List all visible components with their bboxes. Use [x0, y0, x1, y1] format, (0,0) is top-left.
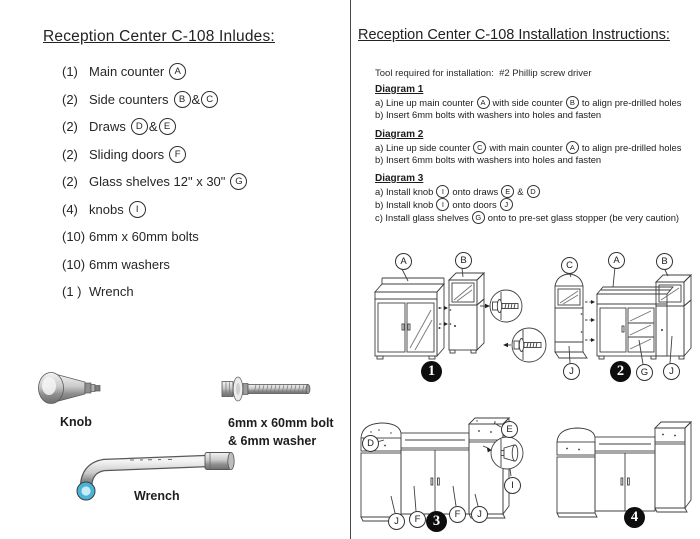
- diagram-4-number-badge: 4: [624, 507, 645, 528]
- step-text: to align pre-drilled holes: [581, 141, 682, 153]
- step-c: [375, 211, 695, 224]
- bolt-washer-photo: [220, 372, 316, 406]
- list-item: [62, 113, 342, 141]
- list-item: [62, 58, 342, 86]
- bolt-caption: [228, 414, 334, 450]
- part-letter-badge: E: [501, 185, 514, 198]
- diagram-1-label-a: A: [395, 253, 412, 270]
- part-letter-badge: B: [566, 96, 579, 109]
- item-qty: (4): [62, 201, 78, 217]
- diagram-3-label-f1: F: [409, 511, 426, 528]
- diagram-3-section: [375, 173, 695, 224]
- part-letter-badge: C: [473, 141, 486, 154]
- part-letter-badge: J: [500, 198, 513, 211]
- diagram-3-number-badge: 3: [426, 511, 447, 532]
- part-letter-badge: A: [477, 96, 490, 109]
- diagram-2-label-a: A: [608, 252, 625, 269]
- item-label: Sliding doors: [89, 146, 165, 162]
- diagram-3-label-d: D: [362, 435, 379, 452]
- item-label: Glass shelves 12" x 30": [89, 174, 226, 190]
- diagram-1-art: [375, 268, 546, 362]
- part-letter-badge: E: [159, 118, 176, 135]
- diagram-2-section: [375, 129, 695, 166]
- item-qty: (2): [62, 174, 78, 190]
- step-text: onto draws: [452, 185, 499, 197]
- step-text: a) Install knob: [375, 185, 434, 197]
- step-b: [375, 198, 695, 211]
- diagram-2-heading: Diagram 2: [375, 129, 424, 140]
- diagram-1-number-badge: 1: [421, 361, 442, 382]
- part-letter-badge: B: [174, 91, 191, 108]
- part-letter-badge: D: [131, 118, 148, 135]
- knob-caption: Knob: [60, 415, 92, 429]
- step-b: b) Insert 6mm bolts with washers into holes and fasten: [375, 154, 602, 165]
- item-label: knobs: [89, 201, 124, 217]
- diagram-2-art: [555, 267, 691, 364]
- diagram-3-label-f2: F: [449, 506, 466, 523]
- step-text: to align pre-drilled holes: [581, 96, 682, 108]
- part-letter-badge: I: [436, 198, 449, 211]
- diagram-2-label-j2: J: [663, 363, 680, 380]
- item-qty: (2): [62, 91, 78, 107]
- item-label: 6mm washers: [89, 256, 170, 272]
- item-qty: (2): [62, 146, 78, 162]
- tool-required-line: Tool required for installation: #2 Phillip screw driver: [375, 68, 592, 79]
- knob-photo: [36, 366, 108, 412]
- diagram-3-label-j1: J: [388, 513, 405, 530]
- diagrams-panel: [351, 244, 700, 539]
- diagram-1-section: [375, 84, 695, 121]
- part-letter-badge: A: [169, 63, 186, 80]
- diagram-line-art: [351, 244, 700, 539]
- diagram-3-heading: Diagram 3: [375, 173, 424, 184]
- step-a: [375, 141, 695, 154]
- ampersand: &: [148, 119, 158, 135]
- step-text: c) Install glass shelves: [375, 211, 469, 223]
- item-label: Draws: [89, 119, 126, 135]
- item-qty: (2): [62, 119, 78, 135]
- diagram-2-label-j1: J: [563, 363, 580, 380]
- item-qty: (10): [62, 256, 86, 272]
- wrench-caption: Wrench: [134, 489, 180, 503]
- step-b: b) Insert 6mm bolts with washers into holes and fasten: [375, 109, 602, 120]
- item-qty: (1 ): [62, 284, 82, 300]
- item-label: Wrench: [89, 284, 134, 300]
- part-letter-badge: A: [566, 141, 579, 154]
- list-item: [62, 251, 342, 279]
- diagram-1-label-b: B: [455, 252, 472, 269]
- list-item: [62, 168, 342, 196]
- step-a: [375, 185, 695, 198]
- diagram-3-label-j2: J: [471, 506, 488, 523]
- list-item: [62, 278, 342, 306]
- part-letter-badge: D: [527, 185, 540, 198]
- diagram-1-heading: Diagram 1: [375, 84, 424, 95]
- step-text: with main counter: [489, 141, 563, 153]
- item-label: 6mm x 60mm bolts: [89, 229, 199, 245]
- step-text: a) Line up main counter: [375, 96, 474, 108]
- item-qty: (1): [62, 64, 78, 80]
- step-a: [375, 96, 695, 109]
- item-label: Main counter: [89, 64, 165, 80]
- list-item: [62, 86, 342, 114]
- diagram-2-label-g: G: [636, 364, 653, 381]
- ampersand: &: [191, 91, 201, 107]
- step-text: b) Install knob: [375, 198, 434, 210]
- diagram-2-label-b: B: [656, 253, 673, 270]
- parts-list: [62, 58, 342, 306]
- list-item: [62, 196, 342, 224]
- includes-title: Reception Center C-108 Inludes:: [43, 28, 275, 45]
- part-letter-badge: I: [436, 185, 449, 198]
- step-text: onto doors: [452, 198, 497, 210]
- bolt-caption-line1: 6mm x 60mm bolt: [228, 416, 334, 430]
- step-text: onto to pre-set glass stopper (be very caution): [487, 211, 680, 223]
- diagram-4-art: [557, 422, 691, 517]
- diagram-2-label-c: C: [561, 257, 578, 274]
- diagram-3-label-i: I: [504, 477, 521, 494]
- step-text: &: [517, 185, 524, 197]
- diagram-2-number-badge: 2: [610, 361, 631, 382]
- list-item: [62, 223, 342, 251]
- list-item: [62, 141, 342, 169]
- step-text: a) Line up side counter: [375, 141, 471, 153]
- diagram-3-art: [361, 418, 523, 521]
- part-letter-badge: C: [201, 91, 218, 108]
- part-letter-badge: I: [129, 201, 146, 218]
- instructions-title: Reception Center C-108 Installation Instructions:: [358, 27, 670, 43]
- part-letter-badge: F: [169, 146, 186, 163]
- bolt-caption-line2: & 6mm washer: [228, 434, 317, 449]
- step-text: with side counter: [492, 96, 563, 108]
- item-label: Side counters: [89, 91, 169, 107]
- part-letter-badge: G: [230, 173, 247, 190]
- diagram-3-label-e: E: [501, 421, 518, 438]
- item-qty: (10): [62, 229, 86, 245]
- part-letter-badge: G: [472, 211, 485, 224]
